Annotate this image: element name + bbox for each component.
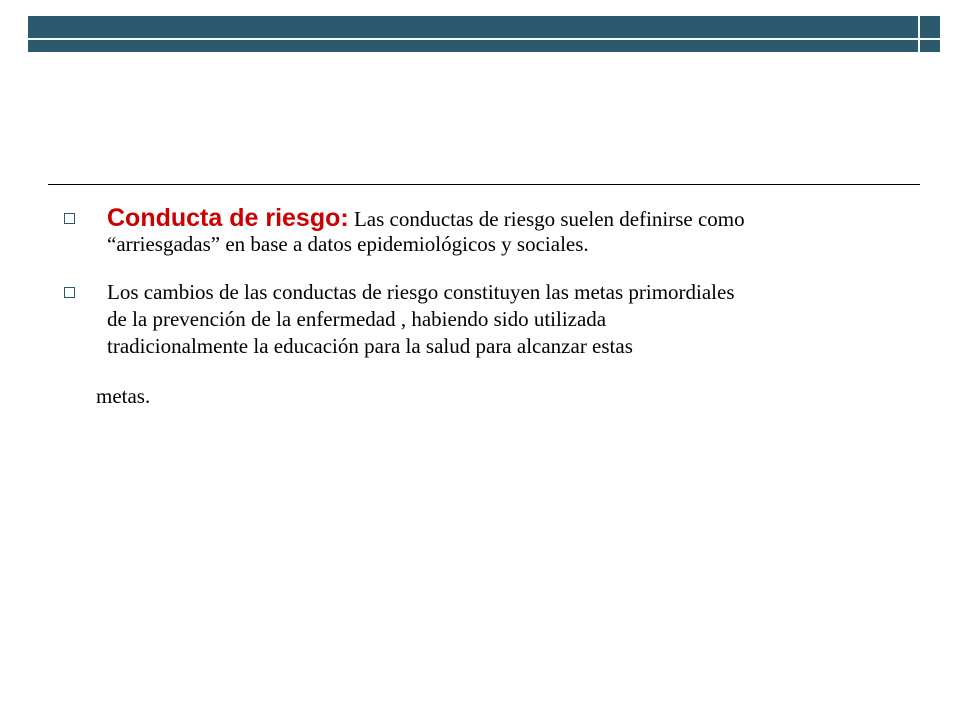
bullet-text-line: de la prevención de la enfermedad , habiendo sido utilizada [107,307,607,331]
bullet-item-conducta-de-riesgo [107,206,907,257]
hollow-square-bullet-icon [64,287,75,298]
bullet-text-line: “arriesgadas” en base a datos epidemiológicos y sociales. [107,232,589,256]
bullet-heading: Conducta de riesgo: [107,204,349,232]
continuation-text: metas. [96,384,151,408]
hollow-square-bullet-icon [64,213,75,224]
header-accent-bar-top [28,16,918,38]
header-accent-square-top [920,16,940,38]
bullet-item-cambios-conductas [107,279,907,360]
bullet-text-line: Los cambios de las conductas de riesgo constituyen las metas primordiales [107,280,735,304]
bullet-text-line: tradicionalmente la educación para la salud para alcanzar estas [107,334,633,358]
header-accent-square-bottom [920,40,940,52]
title-divider-line [48,184,920,185]
bullet-text-line: Las conductas de riesgo suelen definirse como [348,207,745,231]
header-accent-bar-bottom [28,40,918,52]
